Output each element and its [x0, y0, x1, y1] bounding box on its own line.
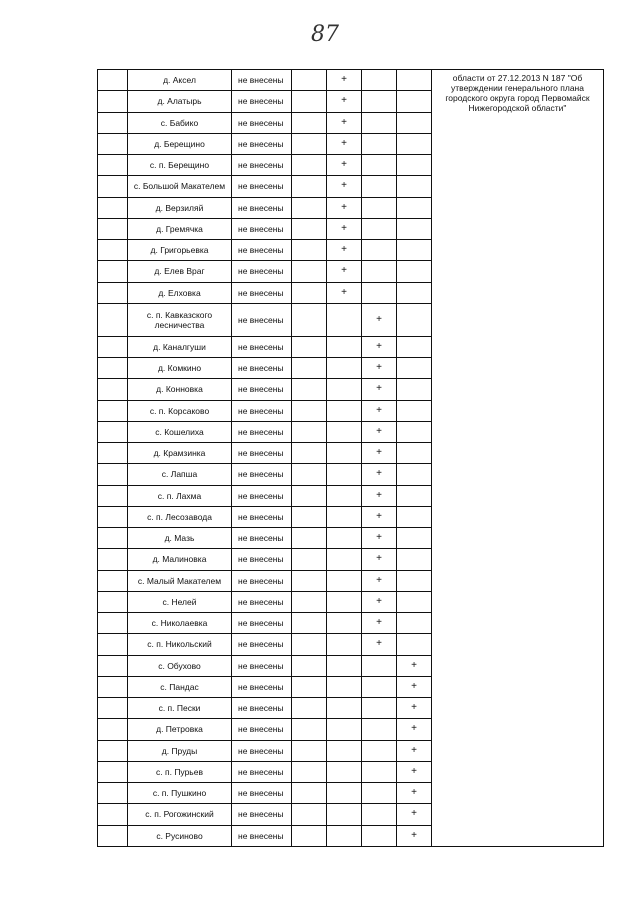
status-cell: не внесены — [232, 91, 292, 112]
mark-cell — [292, 528, 327, 549]
row-index-cell — [98, 400, 128, 421]
status-cell: не внесены — [232, 676, 292, 697]
mark-cell — [327, 783, 362, 804]
mark-cell — [362, 676, 397, 697]
mark-cell: + — [397, 825, 432, 846]
settlement-name: д. Петровка — [128, 719, 232, 740]
mark-cell — [397, 218, 432, 239]
mark-cell — [327, 591, 362, 612]
mark-cell: + — [397, 761, 432, 782]
mark-cell — [397, 443, 432, 464]
status-cell: не внесены — [232, 485, 292, 506]
mark-cell — [292, 485, 327, 506]
settlement-name: с. п. Лесозавода — [128, 506, 232, 527]
mark-cell — [327, 761, 362, 782]
status-cell: не внесены — [232, 443, 292, 464]
settlement-name: д. Верзиляй — [128, 197, 232, 218]
status-cell: не внесены — [232, 336, 292, 357]
mark-cell — [327, 303, 362, 336]
mark-cell — [327, 634, 362, 655]
mark-cell — [397, 528, 432, 549]
mark-cell — [327, 613, 362, 634]
mark-cell — [362, 91, 397, 112]
mark-cell — [292, 282, 327, 303]
mark-cell — [292, 825, 327, 846]
settlement-name: с. п. Рогожинский — [128, 804, 232, 825]
table-row — [98, 70, 604, 91]
mark-cell — [292, 218, 327, 239]
mark-cell — [327, 655, 362, 676]
row-index-cell — [98, 421, 128, 442]
mark-cell: + — [327, 112, 362, 133]
mark-cell — [292, 336, 327, 357]
mark-cell: + — [362, 400, 397, 421]
mark-cell — [397, 176, 432, 197]
mark-cell — [397, 570, 432, 591]
settlement-name: д. Комкино — [128, 358, 232, 379]
row-index-cell — [98, 218, 128, 239]
mark-cell — [362, 825, 397, 846]
row-index-cell — [98, 655, 128, 676]
document-reference-note: области от 27.12.2013 N 187 "Об утверждении генерального плана городского округа город Первомайск Нижегородской области" — [432, 70, 604, 847]
mark-cell — [292, 197, 327, 218]
row-index-cell — [98, 91, 128, 112]
mark-cell: + — [327, 176, 362, 197]
mark-cell — [362, 155, 397, 176]
settlement-name: д. Григорьевка — [128, 240, 232, 261]
status-cell: не внесены — [232, 804, 292, 825]
mark-cell — [292, 176, 327, 197]
table-body — [98, 70, 604, 847]
settlement-name: с. п. Кавказского лесничества — [128, 303, 232, 336]
row-index-cell — [98, 506, 128, 527]
row-index-cell — [98, 70, 128, 91]
mark-cell — [362, 719, 397, 740]
mark-cell — [362, 804, 397, 825]
status-cell: не внесены — [232, 421, 292, 442]
mark-cell — [327, 464, 362, 485]
mark-cell: + — [397, 676, 432, 697]
page-number: 87 — [311, 22, 339, 47]
settlement-name: с. п. Корсаково — [128, 400, 232, 421]
status-cell: не внесены — [232, 783, 292, 804]
mark-cell — [327, 570, 362, 591]
mark-cell — [292, 655, 327, 676]
row-index-cell — [98, 613, 128, 634]
status-cell: не внесены — [232, 303, 292, 336]
mark-cell — [292, 591, 327, 612]
settlement-name: с. п. Лахма — [128, 485, 232, 506]
row-index-cell — [98, 261, 128, 282]
row-index-cell — [98, 303, 128, 336]
mark-cell: + — [397, 719, 432, 740]
row-index-cell — [98, 464, 128, 485]
row-index-cell — [98, 570, 128, 591]
mark-cell — [397, 613, 432, 634]
mark-cell — [292, 740, 327, 761]
mark-cell — [327, 698, 362, 719]
mark-cell: + — [362, 634, 397, 655]
mark-cell — [362, 783, 397, 804]
mark-cell — [397, 133, 432, 154]
mark-cell — [362, 197, 397, 218]
mark-cell — [397, 70, 432, 91]
status-cell: не внесены — [232, 655, 292, 676]
mark-cell — [292, 400, 327, 421]
mark-cell — [362, 698, 397, 719]
mark-cell — [397, 282, 432, 303]
mark-cell — [397, 634, 432, 655]
row-index-cell — [98, 443, 128, 464]
mark-cell — [397, 421, 432, 442]
status-cell: не внесены — [232, 591, 292, 612]
settlement-name: с. Лапша — [128, 464, 232, 485]
row-index-cell — [98, 240, 128, 261]
settlement-name: д. Пруды — [128, 740, 232, 761]
mark-cell — [292, 719, 327, 740]
mark-cell — [327, 400, 362, 421]
row-index-cell — [98, 634, 128, 655]
row-index-cell — [98, 176, 128, 197]
settlement-name: д. Аксел — [128, 70, 232, 91]
settlement-name: д. Конновка — [128, 379, 232, 400]
status-cell: не внесены — [232, 570, 292, 591]
mark-cell: + — [397, 740, 432, 761]
mark-cell — [327, 719, 362, 740]
row-index-cell — [98, 761, 128, 782]
mark-cell — [327, 443, 362, 464]
row-index-cell — [98, 485, 128, 506]
settlements-table — [97, 69, 604, 847]
settlement-name: д. Елев Враг — [128, 261, 232, 282]
status-cell: не внесены — [232, 358, 292, 379]
row-index-cell — [98, 379, 128, 400]
mark-cell: + — [362, 591, 397, 612]
mark-cell — [362, 70, 397, 91]
mark-cell: + — [362, 485, 397, 506]
status-cell: не внесены — [232, 740, 292, 761]
settlement-name: с. Нелей — [128, 591, 232, 612]
mark-cell — [362, 261, 397, 282]
status-cell: не внесены — [232, 240, 292, 261]
mark-cell: + — [362, 336, 397, 357]
row-index-cell — [98, 804, 128, 825]
mark-cell: + — [397, 698, 432, 719]
settlement-name: д. Алатырь — [128, 91, 232, 112]
mark-cell — [292, 358, 327, 379]
status-cell: не внесены — [232, 634, 292, 655]
settlement-name: с. Бабико — [128, 112, 232, 133]
mark-cell — [362, 282, 397, 303]
settlement-name: д. Крамзинка — [128, 443, 232, 464]
settlement-name: с. Пандас — [128, 676, 232, 697]
mark-cell — [292, 303, 327, 336]
row-index-cell — [98, 358, 128, 379]
mark-cell — [397, 261, 432, 282]
mark-cell: + — [327, 155, 362, 176]
mark-cell: + — [362, 358, 397, 379]
mark-cell: + — [327, 197, 362, 218]
mark-cell: + — [397, 655, 432, 676]
mark-cell — [327, 528, 362, 549]
status-cell: не внесены — [232, 282, 292, 303]
settlement-name: с. Большой Макателем — [128, 176, 232, 197]
status-cell: не внесены — [232, 400, 292, 421]
settlement-name: с. п. Пушкино — [128, 783, 232, 804]
mark-cell: + — [327, 133, 362, 154]
mark-cell — [292, 613, 327, 634]
status-cell: не внесены — [232, 133, 292, 154]
mark-cell — [397, 197, 432, 218]
status-cell: не внесены — [232, 719, 292, 740]
mark-cell — [292, 761, 327, 782]
mark-cell — [397, 591, 432, 612]
mark-cell: + — [397, 804, 432, 825]
mark-cell: + — [327, 261, 362, 282]
mark-cell — [292, 698, 327, 719]
status-cell: не внесены — [232, 379, 292, 400]
status-cell: не внесены — [232, 528, 292, 549]
status-cell: не внесены — [232, 197, 292, 218]
mark-cell: + — [362, 443, 397, 464]
settlement-name: д. Малиновка — [128, 549, 232, 570]
mark-cell — [397, 240, 432, 261]
row-index-cell — [98, 528, 128, 549]
row-index-cell — [98, 282, 128, 303]
mark-cell — [292, 634, 327, 655]
row-index-cell — [98, 783, 128, 804]
mark-cell: + — [362, 549, 397, 570]
settlement-name: с. Русиново — [128, 825, 232, 846]
mark-cell: + — [327, 91, 362, 112]
mark-cell — [362, 176, 397, 197]
mark-cell — [327, 336, 362, 357]
settlement-name: с. п. Пески — [128, 698, 232, 719]
mark-cell — [292, 676, 327, 697]
mark-cell — [292, 549, 327, 570]
mark-cell: + — [327, 70, 362, 91]
mark-cell — [327, 676, 362, 697]
row-index-cell — [98, 676, 128, 697]
mark-cell — [292, 112, 327, 133]
mark-cell — [327, 825, 362, 846]
mark-cell — [362, 740, 397, 761]
row-index-cell — [98, 740, 128, 761]
status-cell: не внесены — [232, 176, 292, 197]
mark-cell: + — [327, 282, 362, 303]
row-index-cell — [98, 133, 128, 154]
settlement-name: с. п. Никольский — [128, 634, 232, 655]
mark-cell — [327, 506, 362, 527]
mark-cell — [292, 240, 327, 261]
mark-cell — [327, 421, 362, 442]
mark-cell — [292, 155, 327, 176]
settlement-name: д. Берещино — [128, 133, 232, 154]
mark-cell: + — [362, 570, 397, 591]
mark-cell — [397, 485, 432, 506]
mark-cell — [292, 133, 327, 154]
settlement-name: с. Малый Макателем — [128, 570, 232, 591]
mark-cell — [292, 70, 327, 91]
status-cell: не внесены — [232, 825, 292, 846]
row-index-cell — [98, 698, 128, 719]
settlement-name: с. Николаевка — [128, 613, 232, 634]
row-index-cell — [98, 591, 128, 612]
mark-cell — [327, 379, 362, 400]
status-cell: не внесены — [232, 613, 292, 634]
mark-cell: + — [362, 303, 397, 336]
mark-cell — [397, 155, 432, 176]
status-cell: не внесены — [232, 698, 292, 719]
row-index-cell — [98, 197, 128, 218]
status-cell: не внесены — [232, 218, 292, 239]
settlement-name: с. п. Пурьев — [128, 761, 232, 782]
mark-cell — [292, 804, 327, 825]
mark-cell: + — [362, 506, 397, 527]
row-index-cell — [98, 825, 128, 846]
status-cell: не внесены — [232, 261, 292, 282]
mark-cell — [397, 379, 432, 400]
mark-cell — [327, 549, 362, 570]
status-cell: не внесены — [232, 549, 292, 570]
mark-cell — [292, 421, 327, 442]
mark-cell — [362, 655, 397, 676]
status-cell: не внесены — [232, 70, 292, 91]
settlement-name: д. Мазь — [128, 528, 232, 549]
row-index-cell — [98, 336, 128, 357]
mark-cell: + — [327, 218, 362, 239]
mark-cell — [292, 379, 327, 400]
mark-cell — [362, 133, 397, 154]
status-cell: не внесены — [232, 112, 292, 133]
row-index-cell — [98, 549, 128, 570]
mark-cell: + — [362, 421, 397, 442]
row-index-cell — [98, 112, 128, 133]
mark-cell — [397, 549, 432, 570]
mark-cell — [397, 506, 432, 527]
settlement-name: д. Гремячка — [128, 218, 232, 239]
mark-cell — [362, 218, 397, 239]
mark-cell: + — [362, 528, 397, 549]
mark-cell — [397, 358, 432, 379]
mark-cell — [327, 358, 362, 379]
row-index-cell — [98, 155, 128, 176]
mark-cell — [292, 506, 327, 527]
mark-cell — [397, 400, 432, 421]
mark-cell — [292, 570, 327, 591]
status-cell: не внесены — [232, 155, 292, 176]
mark-cell — [397, 303, 432, 336]
mark-cell: + — [362, 379, 397, 400]
mark-cell — [327, 804, 362, 825]
mark-cell — [362, 112, 397, 133]
status-cell: не внесены — [232, 464, 292, 485]
mark-cell — [292, 464, 327, 485]
mark-cell: + — [397, 783, 432, 804]
settlement-name: с. Обухово — [128, 655, 232, 676]
settlement-name: д. Каналгуши — [128, 336, 232, 357]
mark-cell — [292, 443, 327, 464]
status-cell: не внесены — [232, 761, 292, 782]
settlement-name: с. п. Берещино — [128, 155, 232, 176]
settlement-name: с. Кошелиха — [128, 421, 232, 442]
mark-cell — [362, 240, 397, 261]
mark-cell: + — [362, 464, 397, 485]
mark-cell — [327, 485, 362, 506]
settlement-name: д. Елховка — [128, 282, 232, 303]
mark-cell — [292, 783, 327, 804]
mark-cell — [292, 91, 327, 112]
mark-cell — [362, 761, 397, 782]
mark-cell — [397, 336, 432, 357]
mark-cell: + — [362, 613, 397, 634]
mark-cell — [327, 740, 362, 761]
mark-cell — [397, 91, 432, 112]
mark-cell: + — [327, 240, 362, 261]
mark-cell — [397, 464, 432, 485]
mark-cell — [397, 112, 432, 133]
row-index-cell — [98, 719, 128, 740]
status-cell: не внесены — [232, 506, 292, 527]
mark-cell — [292, 261, 327, 282]
